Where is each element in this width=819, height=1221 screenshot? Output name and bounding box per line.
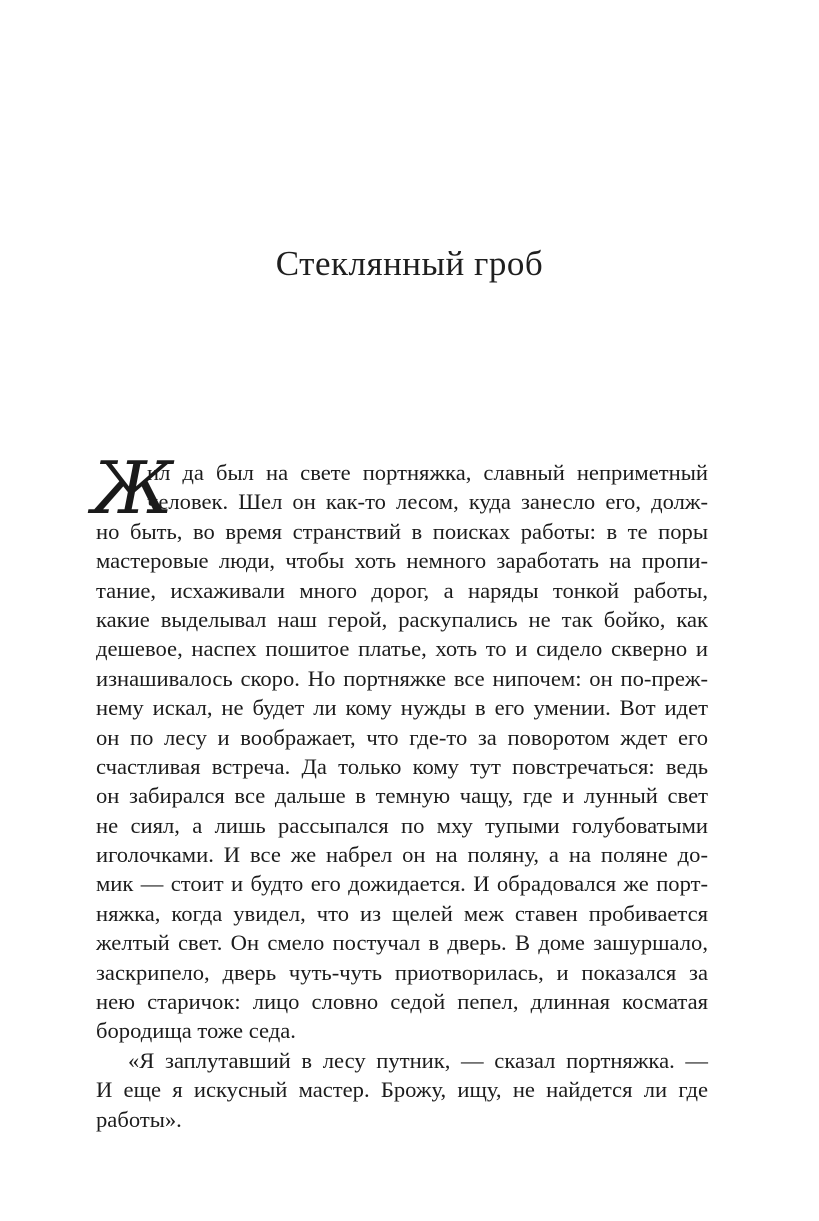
chapter-title: Стеклянный гроб [275, 244, 544, 283]
text-line: мастеровые люди, чтобы хоть немного заработать на пропи- [96, 548, 708, 574]
chapter-body [92, 446, 708, 1134]
text-line: человек. Шел он как-то лесом, куда занесло его, долж- [147, 489, 708, 515]
text-line: бородища тоже седа. [96, 1018, 296, 1044]
text-line: заскрипело, дверь чуть-чуть приотворилась, и показался за [96, 959, 708, 985]
drop-cap-letter: Ж [92, 446, 173, 530]
text-line: желтый свет. Он смело постучал в дверь. В доме зашуршало, [96, 930, 708, 956]
text-line: иголочками. И все же набрел он на поляну, а на поляне до- [96, 842, 708, 868]
text-line: нею старичок: лицо словно седой пепел, длинная косматая [96, 989, 708, 1015]
text-line: но быть, во время странствий в поисках работы: в те поры [96, 518, 708, 544]
text-line: И еще я искусный мастер. Брожу, ищу, не найдется ли где [96, 1077, 708, 1103]
text-line: изнашивалось скоро. Но портняжке все нипочем: он по-преж- [96, 665, 708, 691]
text-line: дешевое, наспех пошитое платье, хоть то и сидело скверно и [96, 636, 708, 662]
text-line: работы». [96, 1106, 182, 1132]
text-line: мик — стоит и будто его дожидается. И обрадовался же порт- [96, 871, 708, 897]
text-line: тание, исхаживали много дорог, а наряды тонкой работы, [96, 577, 708, 603]
text-line: няжка, когда увидел, что из щелей меж ставен пробивается [96, 900, 708, 926]
text-line: не сиял, а лишь рассыпался по мху тупыми голубоватыми [96, 812, 708, 838]
text-line: счастливая встреча. Да только кому тут повстречаться: ведь [96, 753, 708, 779]
text-line: «Я заплутавший в лесу путник, — сказал портняжка. — [128, 1047, 708, 1073]
text-line: нему искал, не будет ли кому нужды в его умении. Вот идет [96, 695, 708, 721]
text-line: какие выделывал наш герой, раскупались не так бойко, как [96, 606, 708, 632]
text-line: он забирался все дальше в темную чащу, где и лунный свет [96, 783, 708, 809]
text-line: он по лесу и воображает, что где-то за поворотом ждет его [96, 724, 708, 750]
text-line: ил да был на свете портняжка, славный неприметный [147, 460, 708, 485]
